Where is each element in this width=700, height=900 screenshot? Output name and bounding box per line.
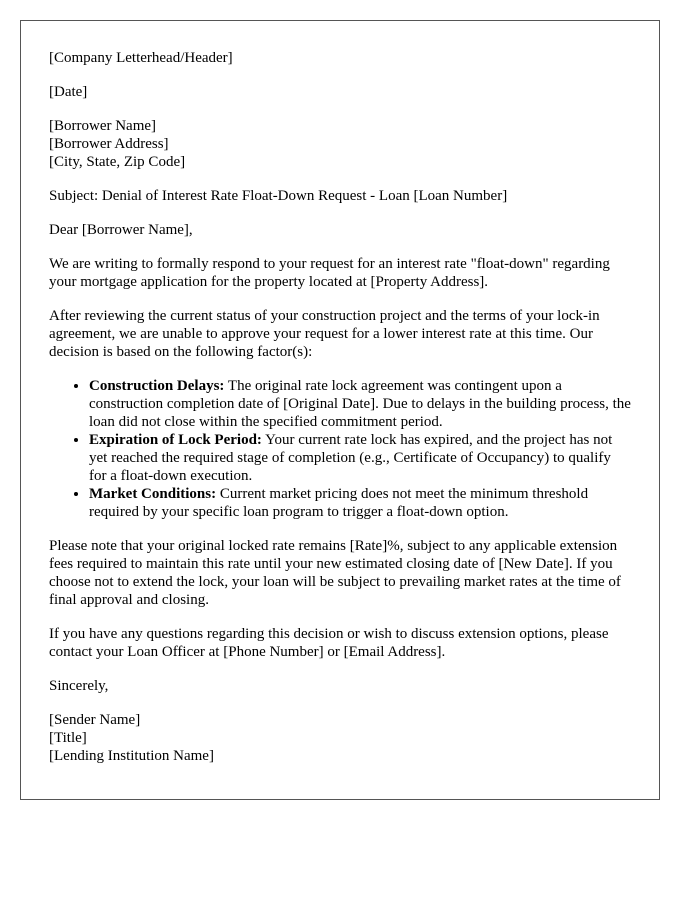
borrower-name: [Borrower Name] <box>49 118 157 134</box>
signature-block <box>49 711 631 765</box>
letter-page <box>20 20 660 800</box>
borrower-city-state-zip: [City, State, Zip Code] <box>49 154 186 170</box>
letter-date: [Date] <box>49 84 88 100</box>
sender-name: [Sender Name] <box>49 712 141 728</box>
lending-institution: [Lending Institution Name] <box>49 748 214 764</box>
recipient-address-block <box>49 117 631 171</box>
factor-list <box>49 377 631 521</box>
letter-subject: Subject: Denial of Interest Rate Float-Down Request - Loan [Loan Number] <box>49 188 508 204</box>
factor-text: Current market pricing does not meet the minimum threshold required by your specific loan program to trigger a float-down option. <box>89 486 589 520</box>
factor-title: Market Conditions: <box>89 486 217 502</box>
factor-title: Expiration of Lock Period: <box>89 432 262 448</box>
closing: Sincerely, <box>49 678 109 694</box>
borrower-address: [Borrower Address] <box>49 136 169 152</box>
rate-note-paragraph: Please note that your original locked rate remains [Rate]%, subject to any applicable extension fees required to maintain this rate until your new estimated closing date of [New Date]. If you choose not to extend the lock, your loan will be subject to prevailing market rates at the time of final approval and closing. <box>49 538 621 608</box>
factor-item-lock-expiration <box>89 431 631 485</box>
intro-paragraph: We are writing to formally respond to your request for an interest rate "float-down" regarding your mortgage application for the property located at [Property Address]. <box>49 256 610 290</box>
factor-title: Construction Delays: <box>89 378 225 394</box>
sender-title: [Title] <box>49 730 87 746</box>
review-paragraph: After reviewing the current status of your construction project and the terms of your lock-in agreement, we are unable to approve your request for a lower interest rate at this time. Our decision is based on the following factor(s): <box>49 308 600 360</box>
contact-paragraph: If you have any questions regarding this decision or wish to discuss extension options, please contact your Loan Officer at [Phone Number] or [Email Address]. <box>49 626 609 660</box>
factor-item-construction-delays <box>89 377 631 431</box>
factor-text: The original rate lock agreement was contingent upon a construction completion date of [Original Date]. Due to delays in the building process, the loan did not close within the specified commitment period. <box>89 378 631 430</box>
factor-item-market-conditions <box>89 485 631 521</box>
company-letterhead: [Company Letterhead/Header] <box>49 50 233 66</box>
factor-text: Your current rate lock has expired, and the project has not yet reached the required stage of completion (e.g., Certificate of Occupancy) to qualify for a float-down execution. <box>89 432 613 484</box>
salutation: Dear [Borrower Name], <box>49 222 193 238</box>
